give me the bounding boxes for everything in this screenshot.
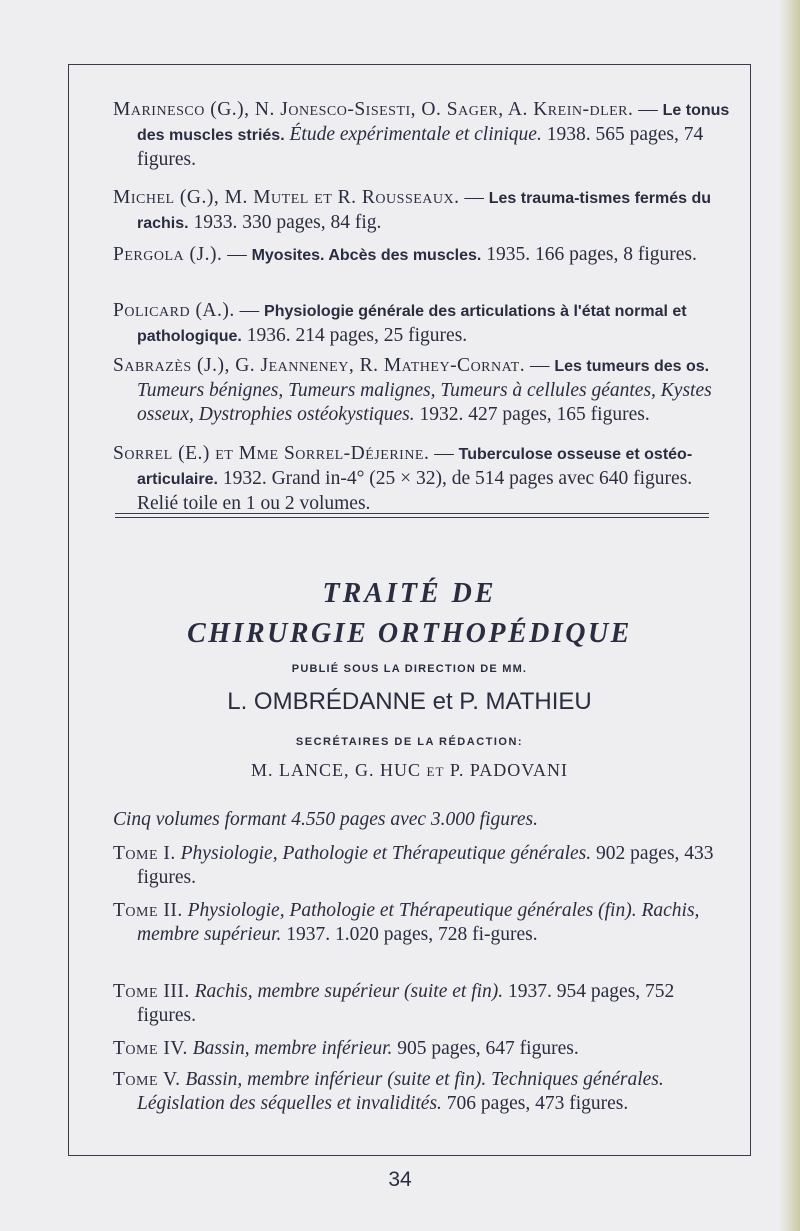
bibliography-entry-policard: Policard (A.). — Physiologie générale des articulations à l'état normal et pathologique. 1936. 214 pages, 25 figures. (113, 300, 687, 346)
directors: L. OMBRÉDANNE et P. MATHIEU (227, 688, 592, 715)
tome-details: 1937. 1.020 pages, 728 fi-gures. (281, 924, 538, 945)
tome-3 (113, 980, 737, 1028)
bibliography-entry-pergola: Pergola (J.). — Myosites. Abcès des muscles. 1935. 166 pages, 8 figures. (113, 244, 697, 265)
tome-details: 706 pages, 473 figures. (441, 1093, 629, 1114)
published-under-label: PUBLIÉ SOUS LA DIRECTION DE MM. (291, 663, 528, 675)
entry-details: 1932. 427 pages, 165 figures. (414, 404, 650, 425)
entry-details: 1932. Grand in-4° (25 × 32), de 514 pages avec 640 figures. Relié toile en 1 ou 2 volumes. (137, 468, 693, 514)
bibliography-entry-sabrazes: Sabrazès (J.), G. Jeanneney, R. Mathey-Cornat. — Les tumeurs des os. Tumeurs bénignes, Tumeurs malignes, Tumeurs à cellules géantes, Kystes osseux, Dystrophies ostéokystiques. 1932. 427 pages, 165 figures. (113, 355, 712, 425)
tome-label: Tome V. (113, 1069, 181, 1090)
bibliography-entry-marinesco: Marinesco (G.), N. Jonesco-Sisesti, O. Sager, A. Krein-dler. — Le tonus des muscles striés. Étude expérimentale et clinique. 1938. 565 pages, 74 figures. (113, 99, 730, 170)
entry-authors: Sorrel (E.) et Mme Sorrel-Déjerine. (113, 443, 430, 464)
tome-title: Physiologie, Pathologie et Thérapeutique générales. (180, 843, 592, 864)
entry-authors: Michel (G.), M. Mutel et R. Rousseaux. (113, 187, 460, 208)
secretaries-label: SECRÉTAIRES DE LA RÉDACTION: (295, 736, 524, 748)
tome-4 (113, 1037, 737, 1061)
entry-authors: Pergola (J.). (113, 244, 223, 265)
entry-title: Les tumeurs des os. (554, 358, 710, 375)
entry-title: Myosites. Abcès des muscles. (251, 247, 482, 264)
entry-details: 1935. 166 pages, 8 figures. (481, 244, 697, 265)
treatise-title-line2: CHIRURGIE ORTHOPÉDIQUE (187, 618, 632, 649)
entry-title: Tuberculose osseuse et ostéo-articulaire. (137, 446, 693, 488)
tome-label: Tome III. (113, 981, 190, 1002)
volumes-summary: Cinq volumes formant 4.550 pages avec 3.000 figures. (113, 809, 538, 830)
entry-details: 1938. 565 pages, 74 figures. (137, 124, 704, 170)
bibliography-entry-sorrel: Sorrel (E.) et Mme Sorrel-Déjerine. — Tuberculose osseuse et ostéo-articulaire. 1932. Grand in-4° (25 × 32), de 514 pages avec 640 figures. Relié toile en 1 ou 2 volumes. (113, 443, 693, 514)
entry-title: Les trauma-tismes fermés du rachis. (137, 190, 712, 232)
tome-title: Rachis, membre supérieur (suite et fin). (194, 981, 504, 1002)
bibliography-entry-michel: Michel (G.), M. Mutel et R. Rousseaux. — Les trauma-tismes fermés du rachis. 1933. 330 pages, 84 fig. (113, 187, 712, 233)
tome-label: Tome IV. (113, 1038, 188, 1059)
entry-subtitle: Étude expérimentale et clinique. (289, 124, 542, 145)
entry-details: 1936. 214 pages, 25 figures. (241, 325, 468, 346)
entry-subtitle: Tumeurs bénignes, Tumeurs malignes, Tumeurs à cellules géantes, Kystes osseux, Dystrophies ostéokystiques. (137, 380, 712, 425)
tome-title: Bassin, membre inférieur (suite et fin). Techniques générales. Législation des séquelles et invalidités. (137, 1069, 664, 1114)
tome-1 (113, 842, 737, 890)
entry-details: 1933. 330 pages, 84 fig. (188, 212, 382, 233)
treatise-title-line1: TRAITÉ DE (322, 578, 497, 609)
page-number: 34 (388, 1168, 412, 1191)
entry-title: Le tonus des muscles striés. (137, 102, 730, 144)
tome-details: 905 pages, 647 figures. (392, 1038, 579, 1059)
page-edge-shadow (778, 0, 800, 1231)
entry-title: Physiologie générale des articulations à l'état normal et pathologique. (137, 303, 687, 345)
section-divider (115, 513, 709, 518)
tome-details: 1937. 954 pages, 752 figures. (137, 981, 675, 1026)
secretaries: M. LANCE, G. HUC et P. PADOVANI (251, 760, 568, 780)
entry-authors: Policard (A.). (113, 300, 235, 321)
tome-details: 902 pages, 433 figures. (137, 843, 714, 888)
tome-label: Tome II. (113, 900, 183, 921)
tome-title: Bassin, membre inférieur. (192, 1038, 393, 1059)
tome-2 (113, 899, 737, 947)
tome-label: Tome I. (113, 843, 176, 864)
tome-title: Physiologie, Pathologie et Thérapeutique générales (fin). Rachis, membre supérieur. (137, 900, 700, 945)
tome-5 (113, 1068, 737, 1116)
entry-authors: Sabrazès (J.), G. Jeanneney, R. Mathey-Cornat. (113, 355, 526, 376)
entry-authors: Marinesco (G.), N. Jonesco-Sisesti, O. Sager, A. Krein-dler. (113, 99, 634, 120)
